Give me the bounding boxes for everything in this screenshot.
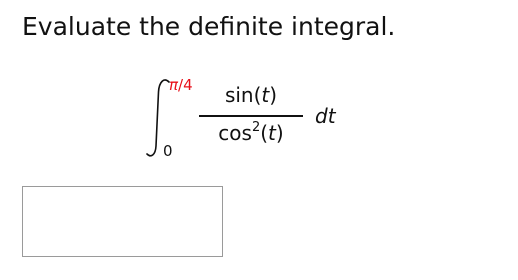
numerator-close: ) bbox=[269, 83, 278, 107]
integrand-fraction bbox=[197, 72, 305, 168]
upper-limit-rest: /4 bbox=[178, 76, 193, 94]
numerator bbox=[197, 82, 305, 108]
denominator-close: ) bbox=[275, 121, 284, 145]
denominator-func: cos bbox=[218, 121, 252, 145]
denominator-variable: t bbox=[268, 121, 276, 145]
question-prompt: Evaluate the definite integral. bbox=[22, 12, 396, 41]
numerator-func: sin( bbox=[224, 83, 262, 107]
fraction-bar bbox=[199, 115, 303, 117]
denominator-open: ( bbox=[260, 121, 269, 145]
differential: dt bbox=[315, 104, 336, 128]
integral-expression bbox=[145, 72, 385, 168]
denominator-exponent: 2 bbox=[251, 120, 261, 135]
numerator-variable: t bbox=[261, 83, 270, 107]
denominator bbox=[197, 120, 305, 146]
lower-limit: 0 bbox=[163, 142, 173, 160]
answer-input[interactable] bbox=[22, 186, 223, 257]
upper-limit bbox=[169, 76, 193, 94]
upper-limit-pi: π bbox=[169, 76, 179, 94]
